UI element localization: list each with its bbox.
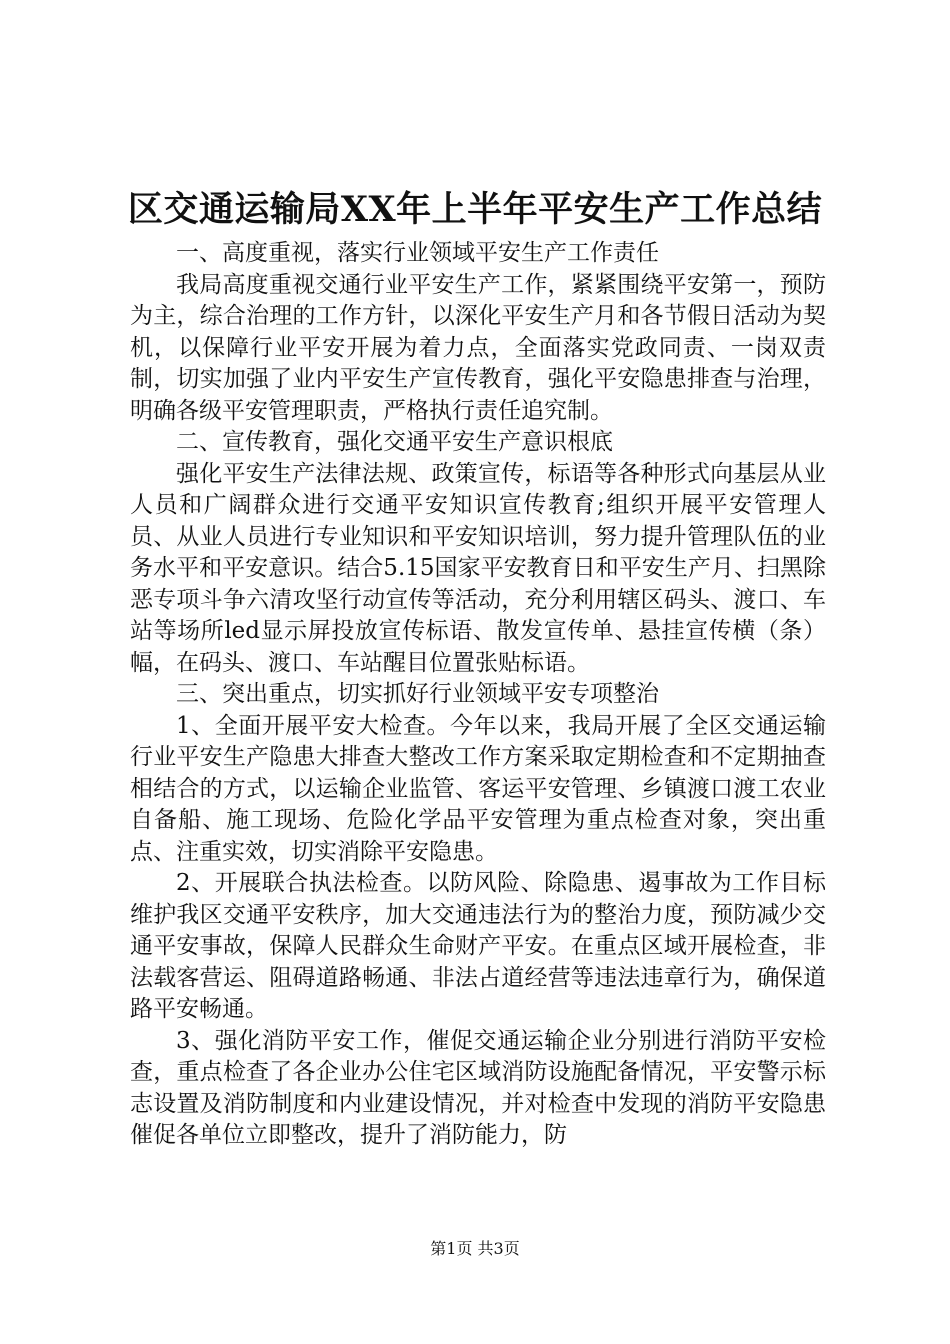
paragraph-1: 我局高度重视交通行业平安生产工作，紧紧围绕平安第一，预防为主，综合治理的工作方针，以深化平安生产月和各节假日活动为契机，以保障行业平安开展为着力点，全面落实党政同责、一岗双责制，切实加强了业内平安生产宣传教育，强化平安隐患排查与治理，明确各级平安管理职责，严格执行责任追究制。	[130, 271, 826, 424]
paragraph-2: 强化平安生产法律法规、政策宣传，标语等各种形式向基层从业人员和广阔群众进行交通平安知识宣传教育;组织开展平安管理人员、从业人员进行专业知识和平安知识培训，努力提升管理队伍的业务水平和平安意识。结合5.15国家平安教育日和平安生产月、扫黑除恶专项斗争六清攻坚行动宣传等活动，充分利用辖区码头、渡口、车站等场所led显示屏投放宣传标语、散发宣传单、悬挂宣传横（条）幅，在码头、渡口、车站醒目位置张贴标语。	[130, 460, 826, 676]
document-title: 区交通运输局XX年上半年平安生产工作总结	[127, 189, 823, 230]
paragraph-3: 1、全面开展平安大检查。今年以来，我局开展了全区交通运输行业平安生产隐患大排查大整改工作方案采取定期检查和不定期抽查相结合的方式，以运输企业监管、客运平安管理、乡镇渡口渡工农业自备船、施工现场、危险化学品平安管理为重点检查对象，突出重点、注重实效，切实消除平安隐患。	[130, 712, 826, 865]
paragraph-5: 3、强化消防平安工作，催促交通运输企业分别进行消防平安检查，重点检查了各企业办公住宅区域消防设施配备情况，平安警示标志设置及消防制度和内业建设情况，并对检查中发现的消防平安隐患催促各单位立即整改，提升了消防能力，防	[130, 1027, 826, 1148]
paragraph-4: 2、开展联合执法检查。以防风险、除隐患、遏事故为工作目标维护我区交通平安秩序，加大交通违法行为的整治力度，预防减少交通平安事故，保障人民群众生命财产平安。在重点区域开展检查，非法载客营运、阻碍道路畅通、非法占道经营等违法违章行为，确保道路平安畅通。	[130, 870, 826, 1022]
page-number-footer: 第1页 共3页	[430, 1239, 520, 1258]
section-heading-1: 一、高度重视，落实行业领域平安生产工作责任	[176, 240, 659, 266]
section-heading-2: 二、宣传教育，强化交通平安生产意识根底	[176, 429, 613, 455]
section-heading-3: 三、突出重点，切实抓好行业领域平安专项整治	[176, 681, 659, 707]
document-body	[130, 238, 826, 1152]
